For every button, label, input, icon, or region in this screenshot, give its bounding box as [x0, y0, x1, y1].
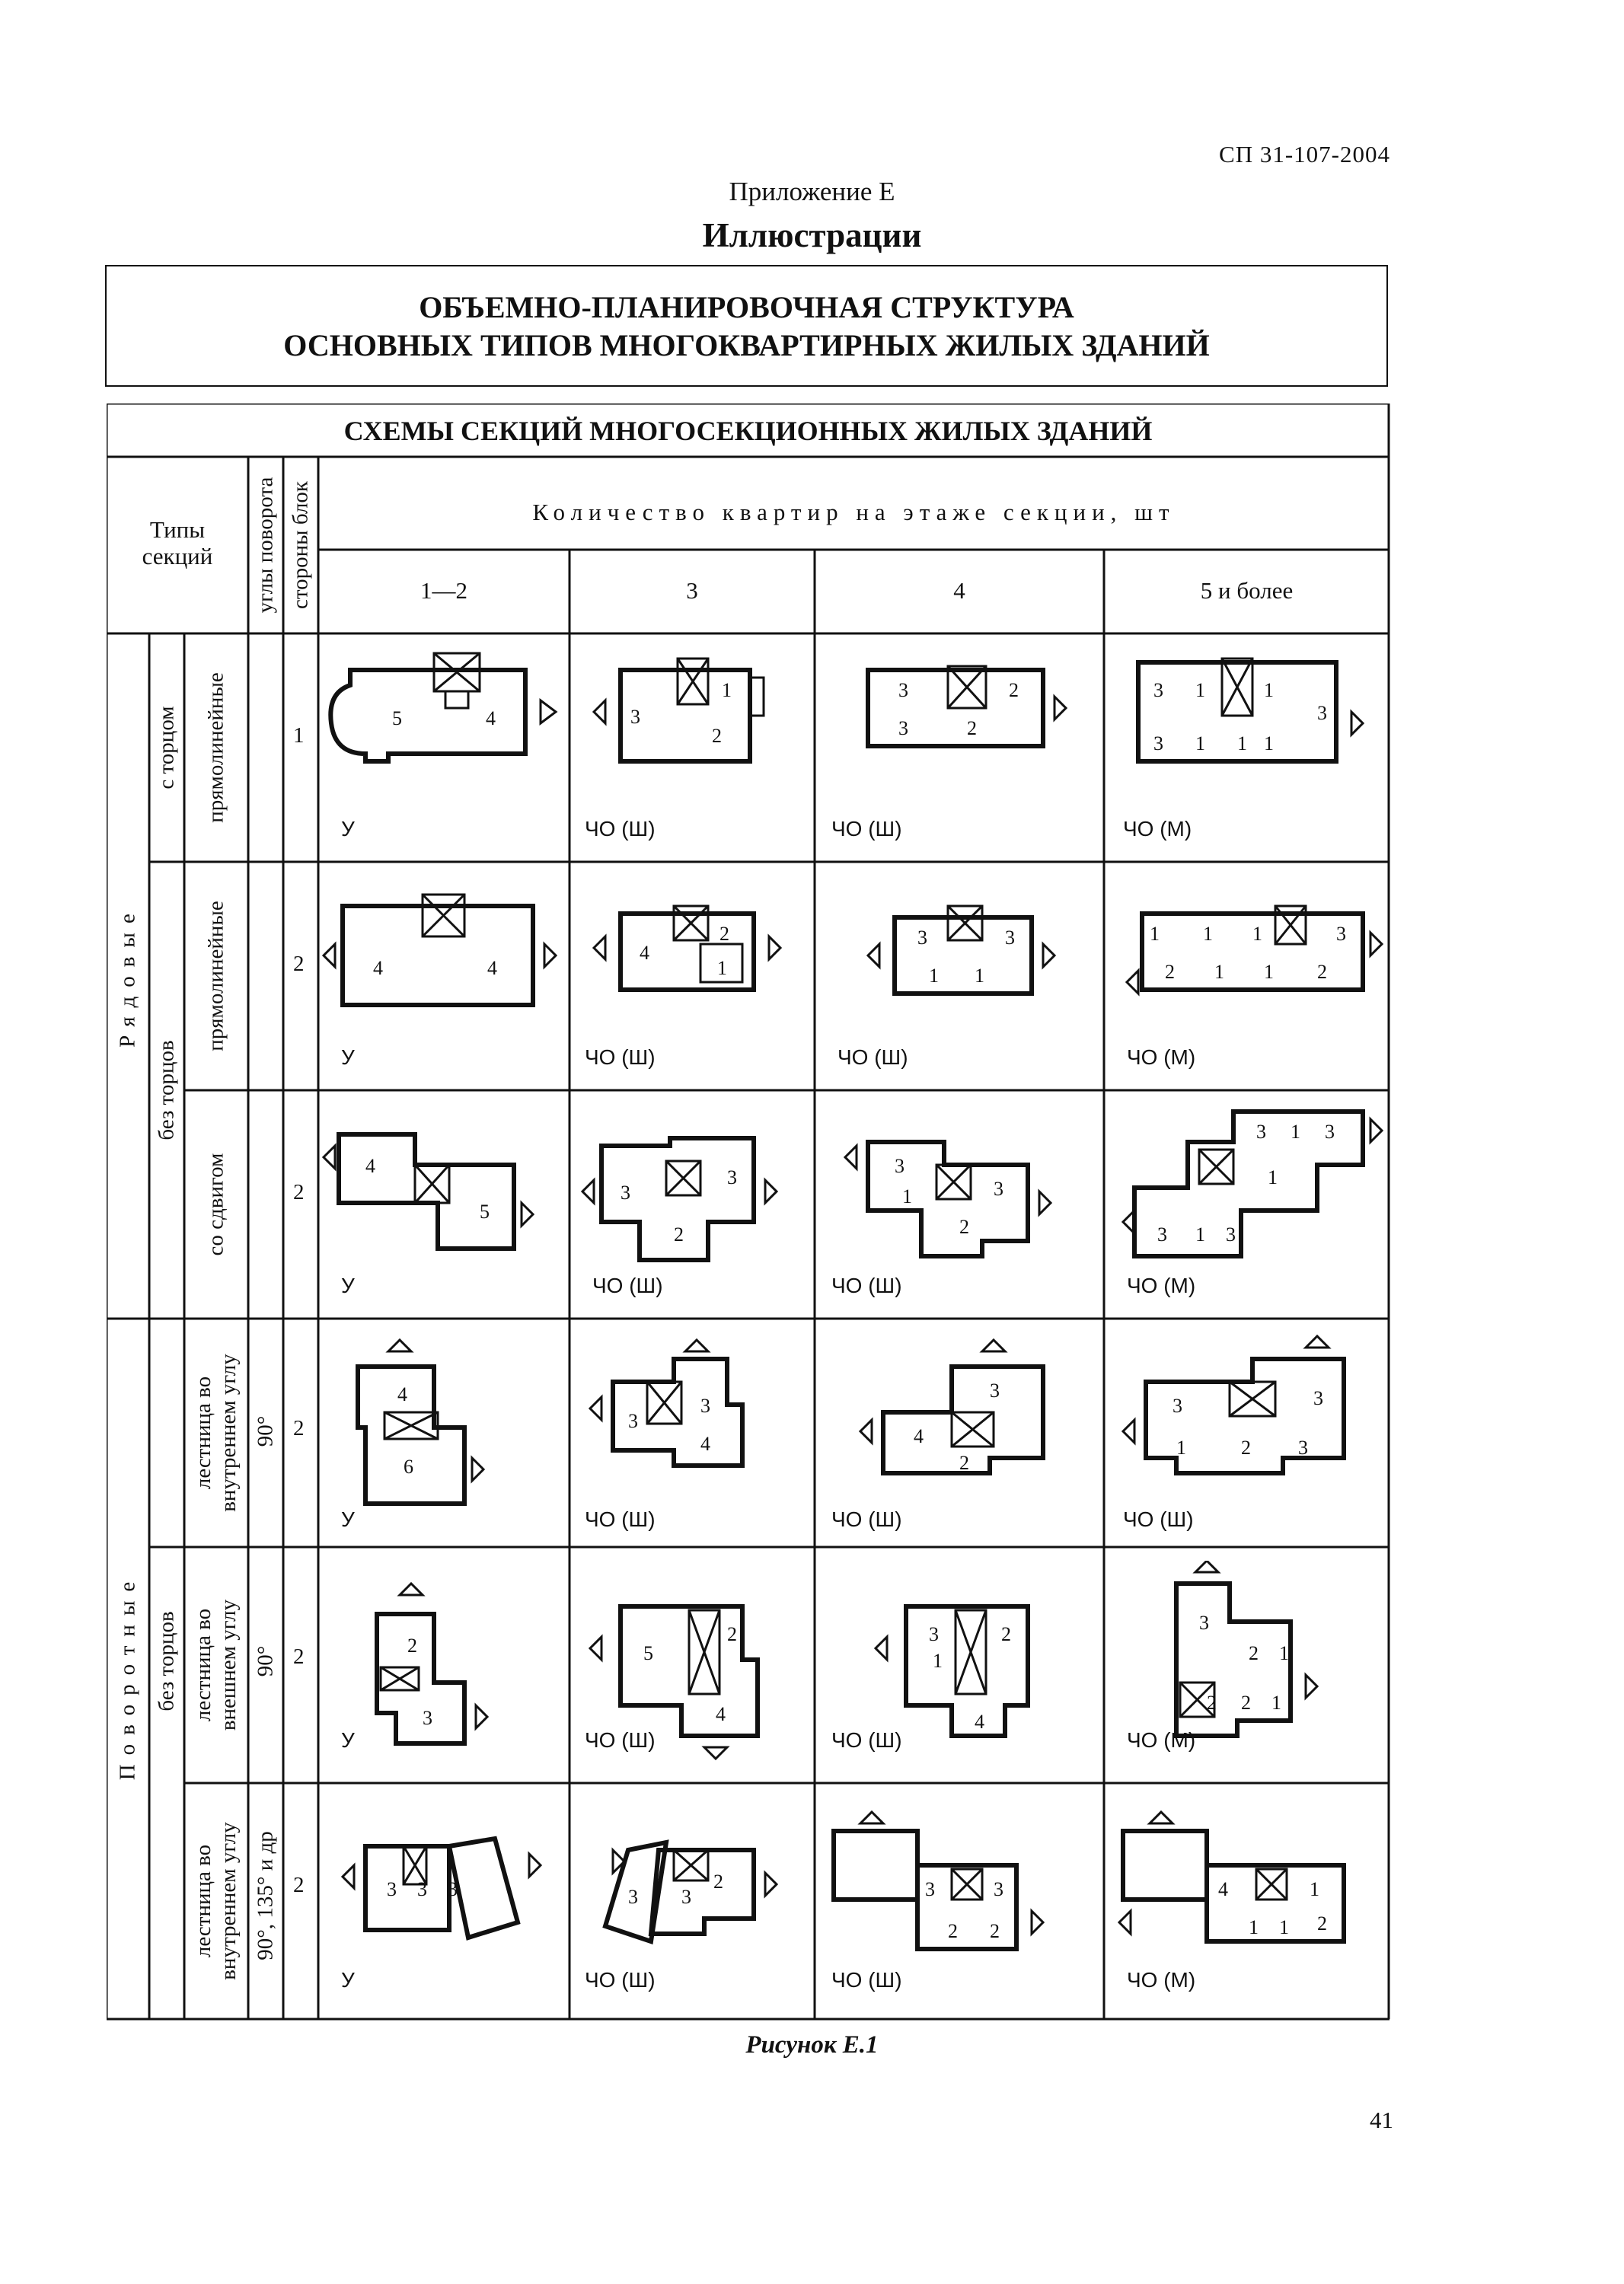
- svg-text:3: 3: [700, 1395, 710, 1417]
- svg-text:1: 1: [1264, 679, 1274, 701]
- row-4-label: [191, 1354, 241, 1512]
- svg-text:4: 4: [397, 1383, 407, 1405]
- row-4-angle: 90°: [253, 1415, 278, 1447]
- plan-diagram: [316, 876, 567, 1028]
- plan-diagram: [860, 891, 1074, 1013]
- svg-text:3: 3: [917, 927, 927, 949]
- svg-text:3: 3: [1256, 1121, 1266, 1143]
- type-label: ЧО (М): [1127, 1728, 1196, 1752]
- row-6-label: [191, 1822, 241, 1980]
- svg-text:3: 3: [1199, 1612, 1209, 1634]
- svg-text:1: 1: [1279, 1916, 1289, 1938]
- svg-text:3: 3: [895, 1155, 905, 1177]
- svg-text:3: 3: [1173, 1395, 1182, 1417]
- svg-text:3: 3: [1336, 923, 1346, 945]
- svg-text:3: 3: [1005, 927, 1015, 949]
- col-header-5-plus: 5 и более: [1200, 577, 1294, 604]
- plan-diagram: [582, 1576, 803, 1766]
- svg-text:3: 3: [1298, 1437, 1308, 1459]
- svg-text:2: 2: [712, 725, 722, 747]
- svg-text:2: 2: [1241, 1437, 1251, 1459]
- group-rotated-type: Поворотные: [115, 1572, 140, 1781]
- svg-text:1: 1: [1203, 923, 1213, 945]
- plan-diagram: [838, 1119, 1081, 1264]
- col-header-4: 4: [953, 577, 965, 604]
- svg-text:2: 2: [407, 1635, 417, 1657]
- svg-text:3: 3: [1325, 1121, 1335, 1143]
- svg-text:1: 1: [902, 1185, 912, 1207]
- svg-text:1: 1: [933, 1650, 943, 1672]
- type-label: У: [341, 1274, 355, 1297]
- type-label: У: [341, 1045, 355, 1069]
- svg-text:1: 1: [1291, 1121, 1300, 1143]
- row-5-angle: 90°: [253, 1645, 278, 1677]
- svg-text:2: 2: [1317, 1912, 1327, 1935]
- appendix-label: Приложение Е: [729, 177, 895, 206]
- svg-text:2: 2: [1317, 961, 1327, 983]
- plan-diagram: [582, 1336, 796, 1511]
- svg-text:4: 4: [487, 957, 497, 979]
- table-title: СХЕМЫ СЕКЦИЙ МНОГОСЕКЦИОННЫХ ЖИЛЫХ ЗДАНИЙ: [343, 416, 1153, 446]
- svg-text:5: 5: [392, 707, 402, 729]
- svg-text:1: 1: [1249, 1916, 1259, 1938]
- type-label: ЧО (Ш): [831, 1274, 902, 1297]
- svg-text:5: 5: [480, 1201, 490, 1223]
- type-label: ЧО (Ш): [585, 1507, 656, 1531]
- type-label: ЧО (Ш): [585, 1728, 656, 1752]
- plan-diagram: [579, 1115, 799, 1268]
- svg-text:3: 3: [681, 1886, 691, 1908]
- svg-text:3: 3: [1153, 679, 1163, 701]
- svg-text:3: 3: [621, 1182, 630, 1204]
- row-5-sides: 2: [293, 1644, 305, 1669]
- svg-text:3: 3: [1226, 1223, 1236, 1246]
- svg-text:3: 3: [929, 1623, 939, 1645]
- svg-text:4: 4: [716, 1703, 726, 1725]
- svg-text:3: 3: [727, 1166, 737, 1188]
- plan-diagram: [320, 640, 563, 792]
- svg-text:1: 1: [975, 965, 984, 987]
- plan-diagram: [335, 1831, 556, 1976]
- svg-text:6: 6: [404, 1456, 413, 1478]
- illustrations-heading: Иллюстрации: [702, 216, 922, 254]
- svg-text:3: 3: [630, 706, 640, 728]
- svg-text:2: 2: [1241, 1692, 1251, 1714]
- svg-text:4: 4: [640, 942, 649, 964]
- group-without-ends: без торцов: [154, 1040, 179, 1140]
- svg-text:4: 4: [486, 707, 496, 729]
- svg-text:2: 2: [959, 1216, 969, 1238]
- plan-diagram: [1119, 1096, 1386, 1271]
- row-1-label: прямолинейные: [203, 672, 228, 823]
- svg-text:1: 1: [1271, 1692, 1281, 1714]
- plan-diagram: [853, 655, 1081, 769]
- title-box: [105, 265, 1388, 387]
- plan-diagram: [316, 1119, 560, 1264]
- type-label: ЧО (Ш): [838, 1045, 908, 1069]
- plan-diagram: [582, 1835, 803, 1979]
- type-label: ЧО (М): [1127, 1274, 1196, 1297]
- apartments-header: Количество квартир на этаже секции, шт: [532, 499, 1176, 525]
- svg-text:3: 3: [994, 1878, 1003, 1900]
- svg-text:1: 1: [1268, 1166, 1278, 1188]
- group-without-ends-rotated: без торцов: [154, 1611, 179, 1711]
- svg-text:3: 3: [628, 1886, 638, 1908]
- type-label: ЧО (Ш): [1123, 1507, 1194, 1531]
- svg-text:4: 4: [1218, 1878, 1228, 1900]
- svg-text:3: 3: [417, 1878, 427, 1900]
- row-2-label: прямолинейные: [203, 901, 228, 1051]
- svg-text:1: 1: [1195, 732, 1205, 754]
- plan-diagram: [586, 647, 799, 777]
- type-label: ЧО (Ш): [831, 1728, 902, 1752]
- svg-text:2: 2: [1165, 961, 1175, 983]
- type-label: ЧО (Ш): [592, 1274, 663, 1297]
- row-5-label: [191, 1600, 241, 1731]
- svg-text:2: 2: [1249, 1642, 1259, 1664]
- group-row-type: Рядовые: [115, 904, 140, 1048]
- svg-text:3: 3: [898, 717, 908, 739]
- svg-text:1: 1: [1264, 732, 1274, 754]
- block-sides-header: стороны блок: [288, 480, 313, 610]
- plan-diagram: [1115, 1804, 1382, 1964]
- svg-text:1: 1: [1195, 1223, 1205, 1246]
- type-label: У: [341, 1728, 355, 1752]
- svg-text:5: 5: [643, 1642, 653, 1664]
- plan-diagram: [853, 1336, 1081, 1511]
- plan-diagram: [1123, 643, 1389, 780]
- type-label: ЧО (М): [1127, 1045, 1196, 1069]
- types-header-line1: Типы: [149, 516, 206, 543]
- svg-text:1: 1: [1237, 732, 1247, 754]
- plan-diagram: [1119, 891, 1386, 1013]
- row-3-sides: 2: [293, 1180, 305, 1204]
- plan-diagram: [327, 1336, 556, 1519]
- svg-text:2: 2: [967, 717, 977, 739]
- row-3-label: со сдвигом: [203, 1153, 228, 1256]
- svg-text:2: 2: [948, 1920, 958, 1942]
- svg-text:4: 4: [914, 1425, 924, 1447]
- row-2-sides: 2: [293, 952, 305, 976]
- type-label: ЧО (Ш): [831, 1507, 902, 1531]
- plan-diagram: [826, 1804, 1085, 1964]
- type-label: ЧО (Ш): [585, 817, 656, 841]
- row-5-label-line1: лестница во: [191, 1608, 215, 1722]
- svg-text:3: 3: [1157, 1223, 1167, 1246]
- type-label: У: [341, 1968, 355, 1992]
- svg-text:4: 4: [373, 957, 383, 979]
- plan-diagram: [335, 1576, 533, 1759]
- svg-text:3: 3: [448, 1878, 458, 1900]
- svg-text:3: 3: [1317, 702, 1327, 724]
- type-label: ЧО (Ш): [831, 1968, 902, 1992]
- type-label: ЧО (М): [1123, 817, 1192, 841]
- plan-diagram: [853, 1576, 1074, 1759]
- plan-diagram: [1115, 1329, 1386, 1504]
- svg-text:1: 1: [1264, 961, 1274, 983]
- svg-text:3: 3: [387, 1878, 397, 1900]
- row-6-label-line2: внутреннем углу: [216, 1822, 241, 1980]
- svg-text:1: 1: [1252, 923, 1262, 945]
- types-header-line2: секций: [142, 543, 213, 569]
- row-1-sides: 1: [293, 723, 305, 748]
- svg-text:3: 3: [994, 1178, 1003, 1200]
- svg-text:2: 2: [719, 923, 729, 945]
- plan-diagram: [586, 891, 799, 1013]
- svg-text:3: 3: [1313, 1387, 1323, 1409]
- svg-text:3: 3: [925, 1878, 935, 1900]
- type-label: У: [341, 817, 355, 841]
- document-code: СП 31-107-2004: [1219, 141, 1390, 167]
- svg-text:4: 4: [700, 1433, 710, 1455]
- row-4-label-line1: лестница во: [191, 1376, 215, 1490]
- svg-text:1: 1: [1214, 961, 1224, 983]
- row-6-sides: 2: [293, 1873, 305, 1897]
- row-6-angle: 90°, 135° и др: [253, 1831, 278, 1960]
- svg-text:3: 3: [423, 1707, 432, 1729]
- page-number: 41: [1370, 2107, 1393, 2133]
- type-label: ЧО (Ш): [831, 817, 902, 841]
- col-header-1-2: 1—2: [420, 577, 467, 604]
- svg-text:4: 4: [975, 1711, 984, 1733]
- row-6-label-line1: лестница во: [191, 1844, 215, 1958]
- svg-text:2: 2: [959, 1452, 969, 1474]
- svg-text:4: 4: [365, 1155, 375, 1177]
- svg-text:2: 2: [1001, 1623, 1011, 1645]
- plan-diagram: [1123, 1561, 1351, 1751]
- svg-text:3: 3: [990, 1380, 1000, 1402]
- type-label: ЧО (Ш): [585, 1968, 656, 1992]
- svg-text:3: 3: [1153, 732, 1163, 754]
- svg-text:2: 2: [713, 1871, 723, 1893]
- type-label: ЧО (Ш): [585, 1045, 656, 1069]
- svg-text:2: 2: [990, 1920, 1000, 1942]
- svg-text:2: 2: [1207, 1692, 1217, 1714]
- svg-text:1: 1: [1310, 1878, 1319, 1900]
- type-label: У: [341, 1507, 355, 1531]
- svg-text:1: 1: [722, 679, 732, 701]
- svg-text:1: 1: [1176, 1437, 1186, 1459]
- svg-text:1: 1: [1195, 679, 1205, 701]
- type-label: ЧО (М): [1127, 1968, 1196, 1992]
- svg-text:3: 3: [628, 1410, 638, 1432]
- svg-text:1: 1: [1150, 923, 1160, 945]
- row-4-label-line2: внутреннем углу: [216, 1354, 241, 1512]
- row-4-sides: 2: [293, 1416, 305, 1440]
- svg-text:2: 2: [1009, 679, 1019, 701]
- svg-text:1: 1: [929, 965, 939, 987]
- title-line-2: ОСНОВНЫХ ТИПОВ МНОГОКВАРТИРНЫХ ЖИЛЫХ ЗДАНИЙ: [283, 328, 1210, 362]
- svg-text:2: 2: [674, 1223, 684, 1246]
- col-header-3: 3: [686, 577, 698, 604]
- svg-text:3: 3: [898, 679, 908, 701]
- svg-text:2: 2: [727, 1623, 737, 1645]
- figure-caption: Рисунок Е.1: [745, 2031, 879, 2059]
- rotation-angles-header: углы поворота: [253, 477, 278, 614]
- svg-text:1: 1: [1279, 1642, 1289, 1664]
- title-line-1: ОБЪЕМНО-ПЛАНИРОВОЧНАЯ СТРУКТУРА: [419, 290, 1074, 324]
- row-5-label-line2: внешнем углу: [216, 1599, 241, 1731]
- group-with-end: с торцом: [154, 706, 179, 790]
- svg-text:1: 1: [717, 957, 727, 979]
